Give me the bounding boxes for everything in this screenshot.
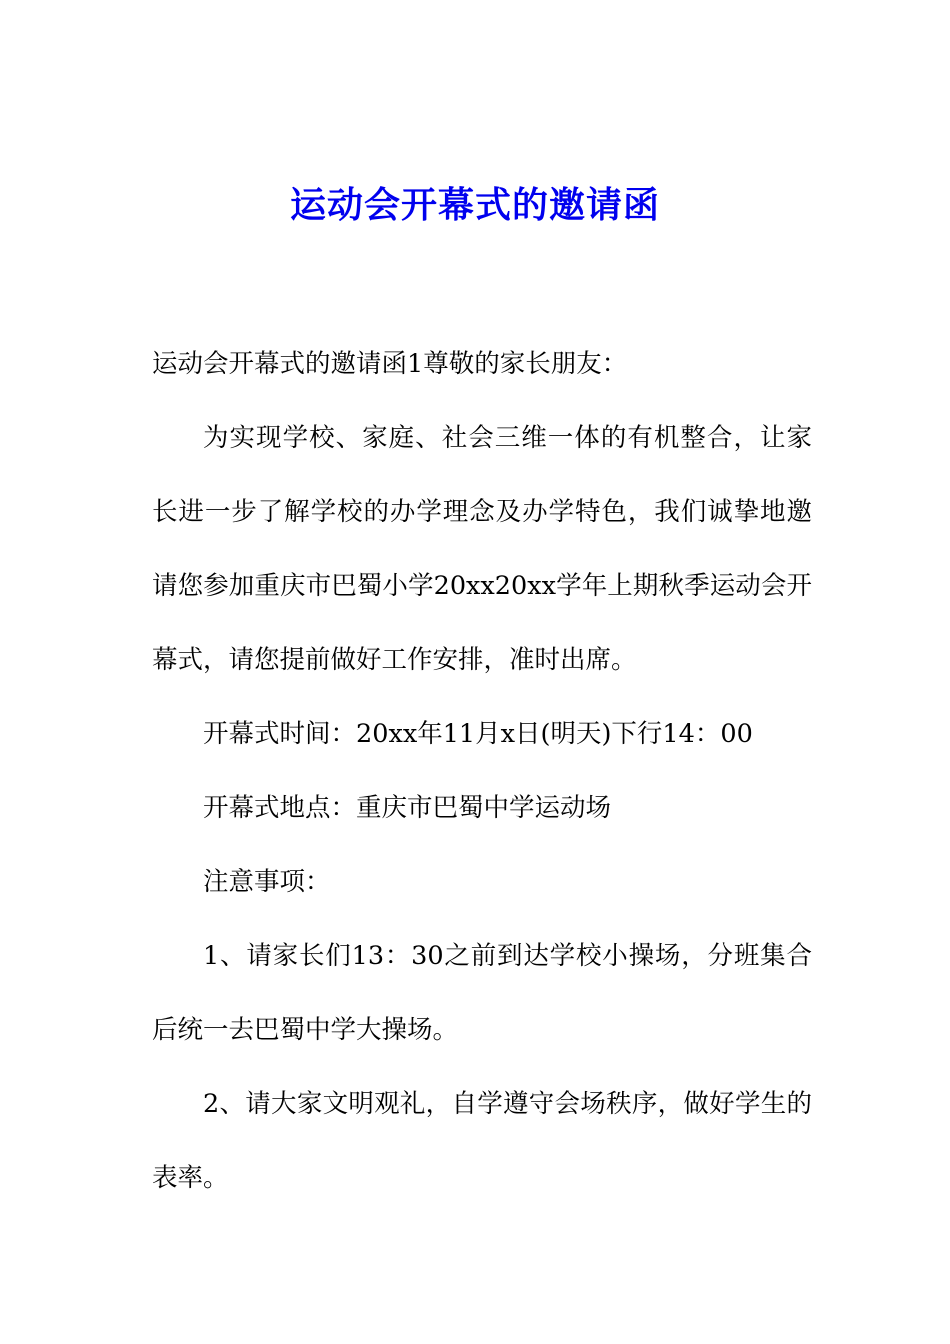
notes-heading: 注意事项： bbox=[203, 867, 331, 897]
invitation-paragraph: 为实现学校、家庭、社会三维一体的有机整合，让家长进一步了解学校的办学理念及办学特色，我们诚挚地邀请您参加重庆市巴蜀小学20xx20xx学年上期秋季运动会开幕式，请您提前做好工作安排，准时出席。 bbox=[152, 423, 812, 675]
document-title: 运动会开幕式的邀请函 bbox=[289, 184, 660, 226]
opening-time-paragraph: 开幕式时间：20xx年11月x日(明天)下行14：00 bbox=[203, 719, 753, 749]
opening-location-paragraph: 开幕式地点：重庆市巴蜀中学运动场 bbox=[203, 793, 612, 823]
note-item-2: 2、请大家文明观礼，自学遵守会场秩序，做好学生的表率。 bbox=[152, 1089, 812, 1193]
salutation-paragraph: 运动会开幕式的邀请函1尊敬的家长朋友： bbox=[152, 349, 628, 379]
document-body bbox=[152, 327, 812, 1215]
note-item-1: 1、请家长们13：30之前到达学校小操场，分班集合后统一去巴蜀中学大操场。 bbox=[152, 941, 812, 1045]
